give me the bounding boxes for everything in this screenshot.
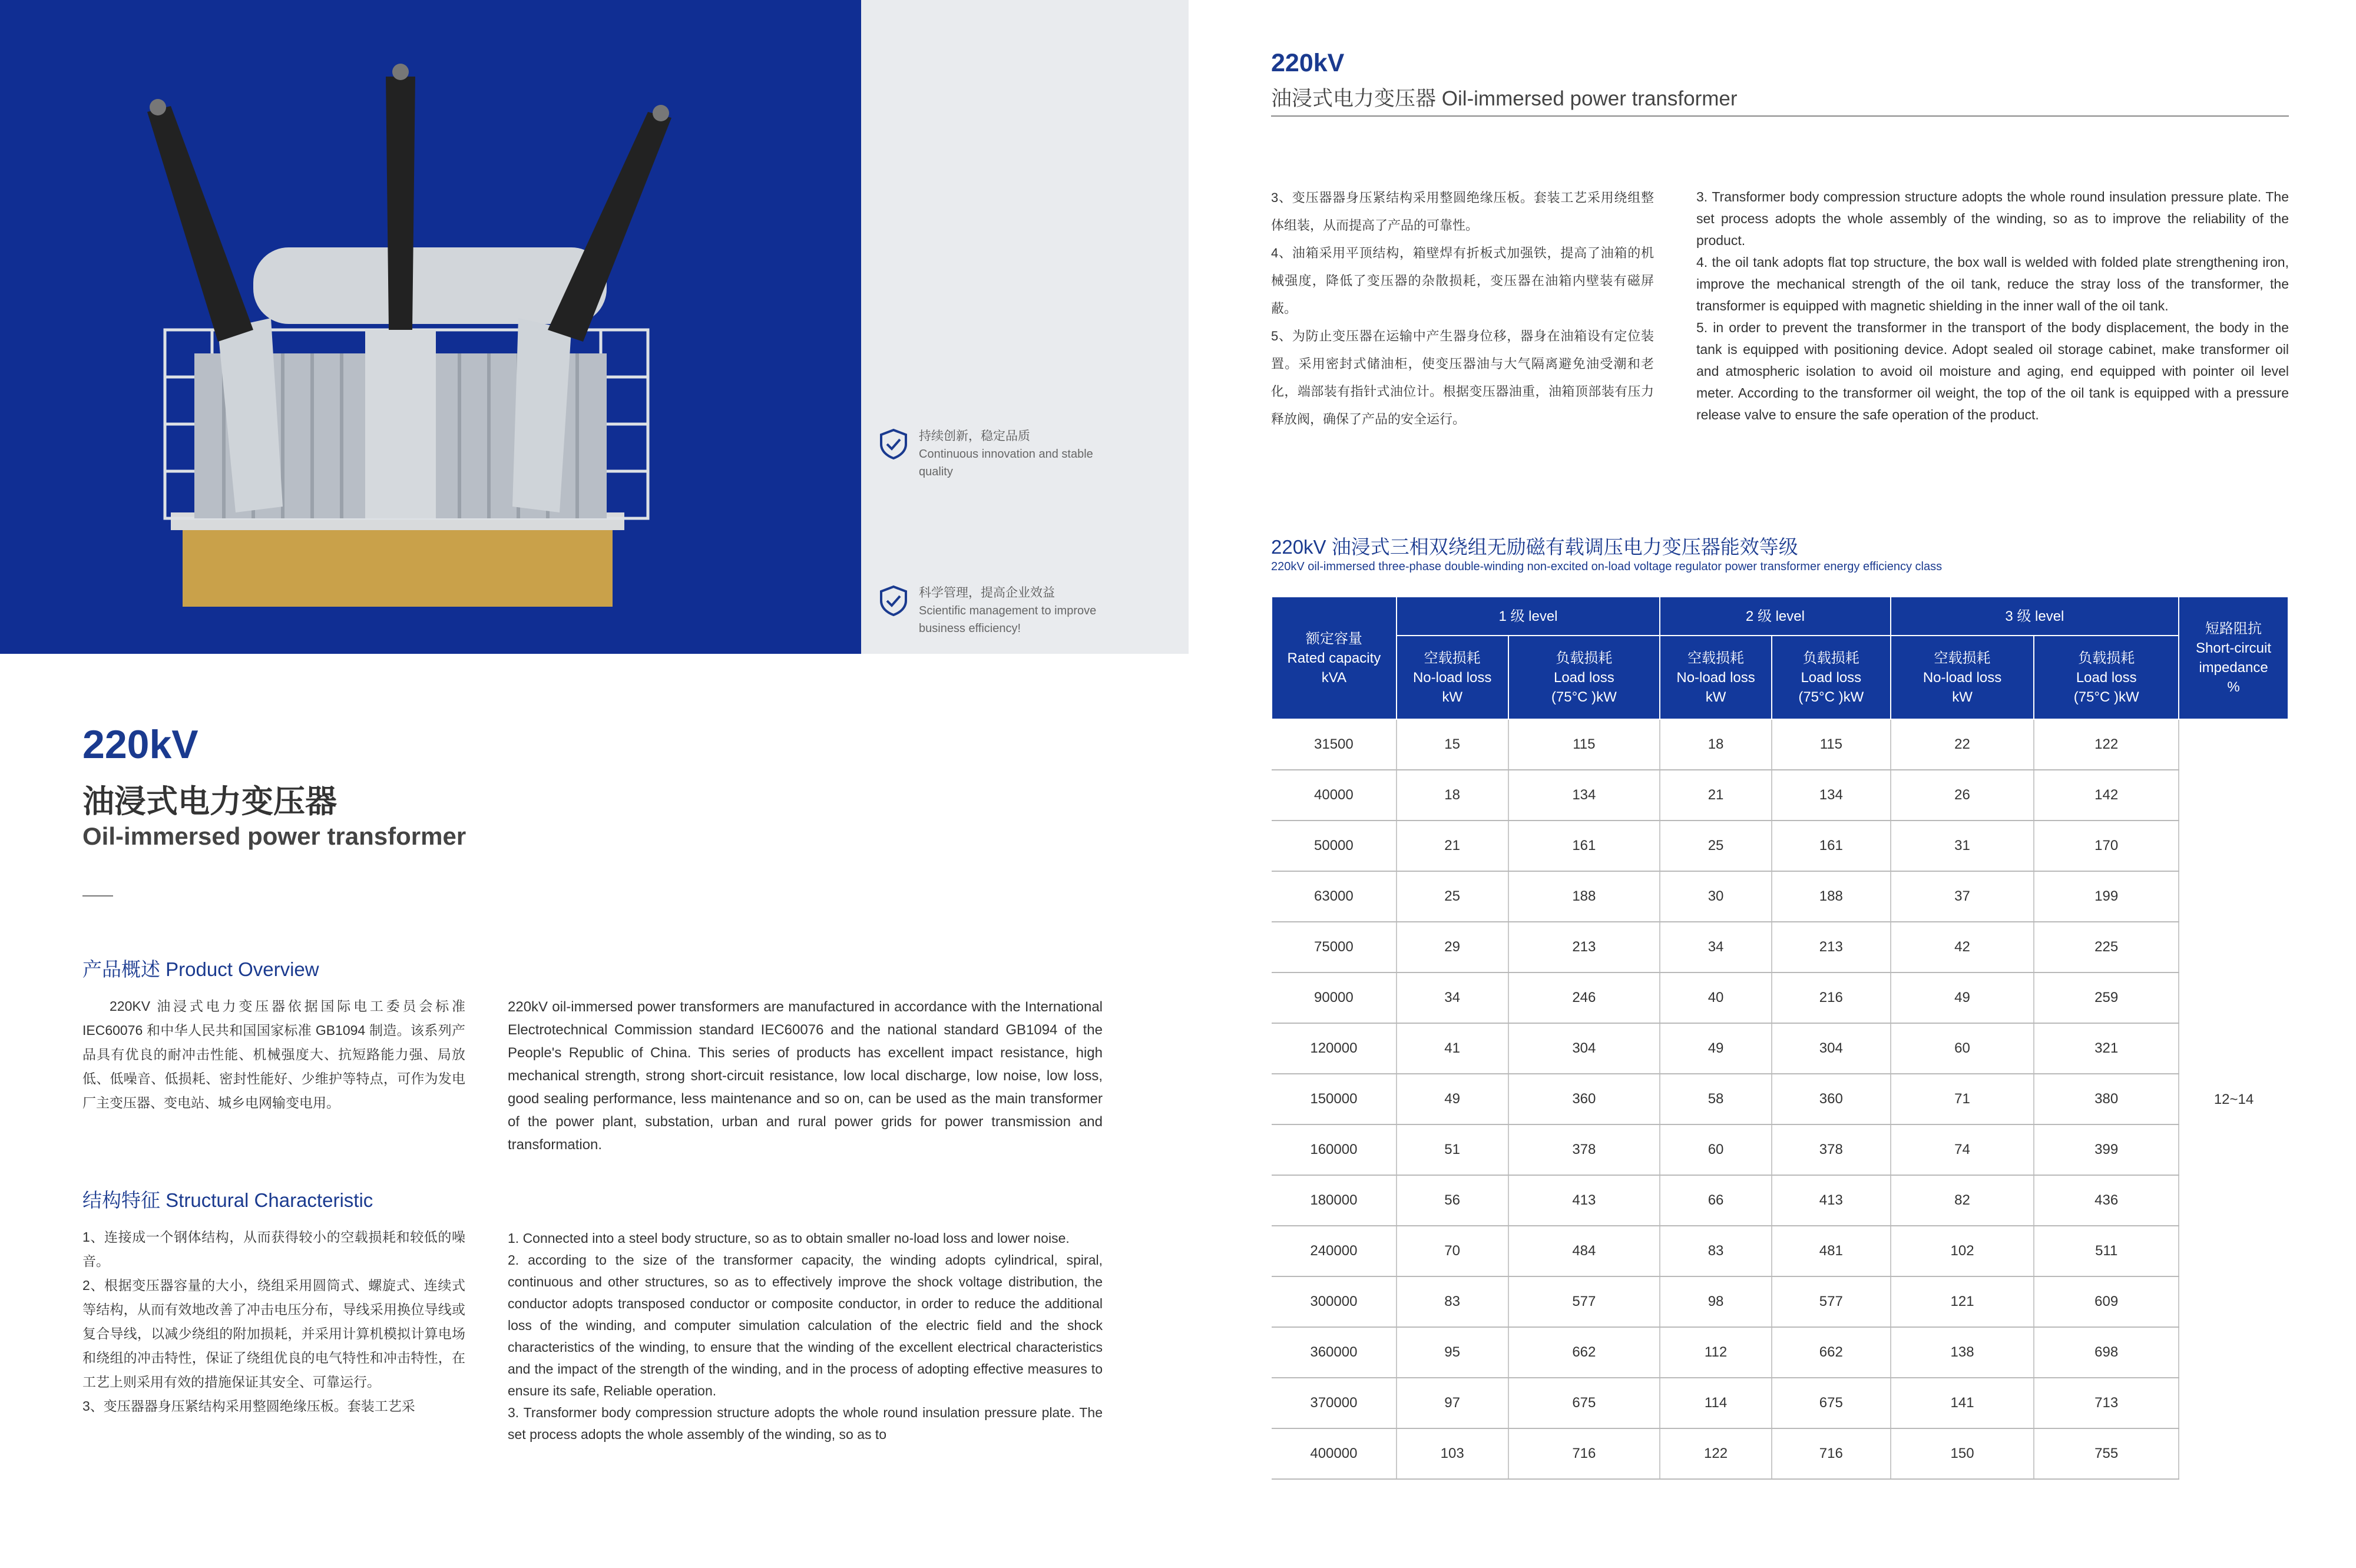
table-row [1272, 922, 2288, 972]
table-cell: 26 [1891, 770, 2034, 821]
table-cell: 74 [1891, 1124, 2034, 1175]
table-cell: 199 [2034, 871, 2179, 922]
table-cell: 213 [1508, 922, 1660, 972]
table-cell: 304 [1508, 1023, 1660, 1074]
table-row [1272, 1327, 2288, 1378]
table-cell: 399 [2034, 1124, 2179, 1175]
right-cn-item: 5、为防止变压器在运输中产生器身位移，器身在油箱设有定位装置。采用密封式储油柜，使变压器油与大气隔离避免油受潮和老化，端部装有指针式油位计。根据变压器油重，油箱顶部装有压力释放阀，确保了产品的安全运行。 [1271, 329, 1654, 426]
page-title-en: Oil-immersed power transformer [82, 822, 466, 850]
table-cell: 138 [1891, 1327, 2034, 1378]
table-cell: 378 [1508, 1124, 1660, 1175]
table-cell: 675 [1772, 1378, 1891, 1428]
table-cell: 188 [1508, 871, 1660, 922]
load-header: 负载损耗 Load loss (75°C )kW [1508, 636, 1660, 719]
table-cell: 42 [1891, 922, 2034, 972]
table-cell: 21 [1397, 821, 1508, 871]
table-cell: 360000 [1272, 1327, 1397, 1378]
table-cell: 304 [1772, 1023, 1891, 1074]
table-cell: 40 [1660, 972, 1772, 1023]
table-cell: 31500 [1272, 719, 1397, 770]
table-cell: 18 [1397, 770, 1508, 821]
table-cell: 484 [1508, 1226, 1660, 1276]
table-cell: 216 [1772, 972, 1891, 1023]
table-cell: 755 [2034, 1428, 2179, 1479]
table-cell: 115 [1772, 719, 1891, 770]
table-cell: 360 [1772, 1074, 1891, 1124]
table-row [1272, 1074, 2288, 1124]
table-row [1272, 871, 2288, 922]
table-cell: 112 [1660, 1327, 1772, 1378]
table-cell: 49 [1891, 972, 2034, 1023]
table-cell: 15 [1397, 719, 1508, 770]
structure-en-item: 3. Transformer body compression structure adopts the whole round insulation pressure plate. The set process adopts the whole assembly of the winding, so as to [508, 1405, 1103, 1442]
right-en-item: 5. in order to prevent the transformer in the transport of the body displacement, the body in the tank is equipped with positioning device. Adopt sealed oil storage cabinet, make transformer oil and atmospheric isolation to avoid oil moisture and aging, end equipped with pointer oil level meter. According to the transformer oil weight, the top of the oil tank is equipped with a pressure release valve to ensure the safe operation of the product. [1696, 320, 2289, 422]
table-subtitle: 220kV oil-immersed three-phase double-winding non-excited on-load voltage regulator power transformer energy efficiency class [1271, 560, 1943, 573]
table-cell: 22 [1891, 719, 2034, 770]
table-cell: 161 [1772, 821, 1891, 871]
table-cell: 66 [1660, 1175, 1772, 1226]
table-cell: 83 [1397, 1276, 1508, 1327]
feature-en: Scientific management to improve business efficiency! [919, 604, 1097, 635]
table-cell: 71 [1891, 1074, 2034, 1124]
table-cell: 142 [2034, 770, 2179, 821]
table-cell: 97 [1397, 1378, 1508, 1428]
table-row [1272, 1175, 2288, 1226]
table-cell: 40000 [1272, 770, 1397, 821]
level-header: 1 级 level [1397, 597, 1660, 636]
table-cell: 160000 [1272, 1124, 1397, 1175]
table-cell: 102 [1891, 1226, 2034, 1276]
table-cell: 37 [1891, 871, 2034, 922]
table-cell: 511 [2034, 1226, 2179, 1276]
table-cell: 34 [1397, 972, 1508, 1023]
structure-cn-item: 2、根据变压器容量的大小，绕组采用圆筒式、螺旋式、连续式等结构，从而有效地改善了冲击电压分布，导线采用换位导线或复合导线，以减少绕组的附加损耗，并采用计算机模拟计算电场和绕组的冲击特性，保证了绕组优良的电气特性和冲击特性，在工艺上则采用有效的措施保证其安全、可靠运行。 [82, 1278, 465, 1390]
table-cell: 150 [1891, 1428, 2034, 1479]
table-row [1272, 1023, 2288, 1074]
right-en-item: 3. Transformer body compression structure adopts the whole round insulation pressure plate. The set process adopts the whole assembly of the winding, so as to improve the reliability of the product. [1696, 189, 2289, 248]
table-cell: 246 [1508, 972, 1660, 1023]
table-cell: 300000 [1272, 1276, 1397, 1327]
table-cell: 413 [1508, 1175, 1660, 1226]
table-cell: 34 [1660, 922, 1772, 972]
table-row [1272, 1276, 2288, 1327]
table-title: 220kV 油浸式三相双绕组无励磁有载调压电力变压器能效等级 [1271, 536, 1798, 558]
feature-cn: 科学管理，提高企业效益 [919, 586, 1055, 600]
page-title-cn: 油浸式电力变压器 [82, 784, 337, 819]
table-cell: 577 [1772, 1276, 1891, 1327]
feature-cn: 持续创新，稳定品质 [919, 429, 1030, 443]
table-cell: 25 [1660, 821, 1772, 871]
table-cell: 481 [1772, 1226, 1891, 1276]
structure-heading: 结构特征 Structural Characteristic [82, 1189, 373, 1211]
table-row [1272, 1428, 2288, 1479]
noload-header: 空载损耗 No-load loss kW [1397, 636, 1508, 719]
table-cell: 150000 [1272, 1074, 1397, 1124]
table-cell: 713 [2034, 1378, 2179, 1428]
overview-heading: 产品概述 Product Overview [82, 958, 319, 980]
table-cell: 103 [1397, 1428, 1508, 1479]
table-cell: 436 [2034, 1175, 2179, 1226]
table-cell: 115 [1508, 719, 1660, 770]
noload-header: 空载损耗 No-load loss kW [1660, 636, 1772, 719]
right-title-sub: 油浸式电力变压器 Oil-immersed power transformer [1271, 87, 1738, 110]
table-cell: 29 [1397, 922, 1508, 972]
overview-cn: 220KV 油浸式电力变压器依据国际电工委员会标准IEC60076 和中华人民共和国国家标准 GB1094 制造。该系列产品具有优良的耐冲击性能、机械强度大、抗短路能力强、局放低、低噪音、低损耗、密封性能好、少维护等特点，可作为发电厂主变压器、变电站、城乡电网输变电用。 [82, 998, 465, 1110]
right-cn-item: 3、变压器器身压紧结构采用整圆绝缘压板。套装工艺采用绕组整体组装，从而提高了产品的可靠性。 [1271, 190, 1654, 233]
table-cell: 609 [2034, 1276, 2179, 1327]
load-header: 负载损耗 Load loss (75°C )kW [1772, 636, 1891, 719]
table-cell: 75000 [1272, 922, 1397, 972]
table-cell: 21 [1660, 770, 1772, 821]
table-cell: 49 [1397, 1074, 1508, 1124]
table-cell: 240000 [1272, 1226, 1397, 1276]
efficiency-table [1271, 596, 2289, 1480]
table-body [1272, 719, 2288, 1479]
structure-en-item: 2. according to the size of the transformer capacity, the winding adopts cylindrical, spiral, continuous and other structures, so as to effectively improve the shock voltage distribution, the conductor adopts transposed conductor or composite conductor, in order to reduce the additional loss of the winding, and computer simulation calculation of the electric field and the shock characteristics of the winding, to ensure that the winding of the excellent electrical characteristics and the impact of the strength of the winding, and in the process of adopting effective measures to ensure its safe, Reliable operation. [508, 1252, 1103, 1398]
table-cell: 360 [1508, 1074, 1660, 1124]
table-row [1272, 1226, 2288, 1276]
table-cell: 662 [1508, 1327, 1660, 1378]
table-cell: 41 [1397, 1023, 1508, 1074]
table-cell: 56 [1397, 1175, 1508, 1226]
table-cell: 716 [1508, 1428, 1660, 1479]
table-cell: 134 [1772, 770, 1891, 821]
table-cell: 60 [1891, 1023, 2034, 1074]
right-cn-item: 4、油箱采用平顶结构，箱壁焊有折板式加强铁，提高了油箱的机械强度，降低了变压器的杂散损耗，变压器在油箱内壁装有磁屏蔽。 [1271, 246, 1654, 316]
table-cell: 141 [1891, 1378, 2034, 1428]
table-cell: 63000 [1272, 871, 1397, 922]
table-row [1272, 719, 2288, 770]
table-cell: 122 [1660, 1428, 1772, 1479]
table-cell: 225 [2034, 922, 2179, 972]
table-cell: 114 [1660, 1378, 1772, 1428]
table-cell: 698 [2034, 1327, 2179, 1378]
structure-cn-item: 3、变压器器身压紧结构采用整圆绝缘压板。套装工艺采 [82, 1398, 415, 1414]
table-cell: 60 [1660, 1124, 1772, 1175]
table-cell: 370000 [1272, 1378, 1397, 1428]
table-cell: 95 [1397, 1327, 1508, 1378]
impedance-value: 12~14 [2213, 1091, 2254, 1107]
overview-en: 220kV oil-immersed power transformers are manufactured in accordance with the International Electrotechnical Commission standard IEC60076 and the national standard GB1094 of the People's Republic of China. This series of products has excellent impact resistance, high mechanical strength, strong short-circuit resistance, low local discharge, low noise, low loss, good sealing performance, less maintenance and so on, can be used as the main transformer of the power plant, substation, urban and rural power grids for power transmission and transformation. [508, 999, 1103, 1153]
table-row [1272, 770, 2288, 821]
table-cell: 170 [2034, 821, 2179, 871]
table-cell: 577 [1508, 1276, 1660, 1327]
table-row [1272, 821, 2288, 871]
table-cell: 121 [1891, 1276, 2034, 1327]
structure-en-item: 1. Connected into a steel body structure, so as to obtain smaller no-load loss and lower noise. [508, 1230, 1070, 1246]
table-cell: 188 [1772, 871, 1891, 922]
table-cell: 161 [1508, 821, 1660, 871]
subheader-row [1272, 636, 2288, 719]
table-cell: 31 [1891, 821, 2034, 871]
table-cell: 213 [1772, 922, 1891, 972]
page-title-kv: 220kV [82, 722, 198, 767]
table-cell: 25 [1397, 871, 1508, 922]
table-row [1272, 972, 2288, 1023]
table-cell: 30 [1660, 871, 1772, 922]
level-header: 2 级 level [1660, 597, 1891, 636]
table-cell: 716 [1772, 1428, 1891, 1479]
level-header: 3 级 level [1891, 597, 2179, 636]
table-cell: 321 [2034, 1023, 2179, 1074]
table-cell: 675 [1508, 1378, 1660, 1428]
right-title-kv: 220kV [1271, 49, 1345, 77]
table-cell: 120000 [1272, 1023, 1397, 1074]
table-cell: 400000 [1272, 1428, 1397, 1479]
table-cell: 83 [1660, 1226, 1772, 1276]
table-cell: 122 [2034, 719, 2179, 770]
table-cell: 413 [1772, 1175, 1891, 1226]
table-cell: 378 [1772, 1124, 1891, 1175]
structure-cn-item: 1、连接成一个钢体结构，从而获得较小的空载损耗和较低的噪音。 [82, 1229, 465, 1269]
table-cell: 49 [1660, 1023, 1772, 1074]
table-row [1272, 1124, 2288, 1175]
noload-header: 空载损耗 No-load loss kW [1891, 636, 2034, 719]
load-header: 负载损耗 Load loss (75°C )kW [2034, 636, 2179, 719]
table-cell: 380 [2034, 1074, 2179, 1124]
table-cell: 662 [1772, 1327, 1891, 1378]
table-cell: 58 [1660, 1074, 1772, 1124]
feature-en: Continuous innovation and stable quality [919, 448, 1093, 478]
right-en-item: 4. the oil tank adopts flat top structure, the box wall is welded with folded plate strengthening iron, improve the mechanical strength of the oil tank, reduce the stray loss of the transformer, the transformer is equipped with magnetic shielding in the inner wall of the oil tank. [1696, 254, 2289, 313]
table-cell: 50000 [1272, 821, 1397, 871]
table-cell: 90000 [1272, 972, 1397, 1023]
table-cell: 134 [1508, 770, 1660, 821]
table-cell: 180000 [1272, 1175, 1397, 1226]
table-cell: 70 [1397, 1226, 1508, 1276]
table-cell: 18 [1660, 719, 1772, 770]
capacity-header: 额定容量 Rated capacity kVA [1272, 597, 1397, 719]
impedance-header: 短路阻抗 Short-circuit impedance % [2179, 597, 2288, 719]
table-cell: 98 [1660, 1276, 1772, 1327]
table-cell: 259 [2034, 972, 2179, 1023]
table-cell: 82 [1891, 1175, 2034, 1226]
table-row [1272, 1378, 2288, 1428]
table-cell: 51 [1397, 1124, 1508, 1175]
